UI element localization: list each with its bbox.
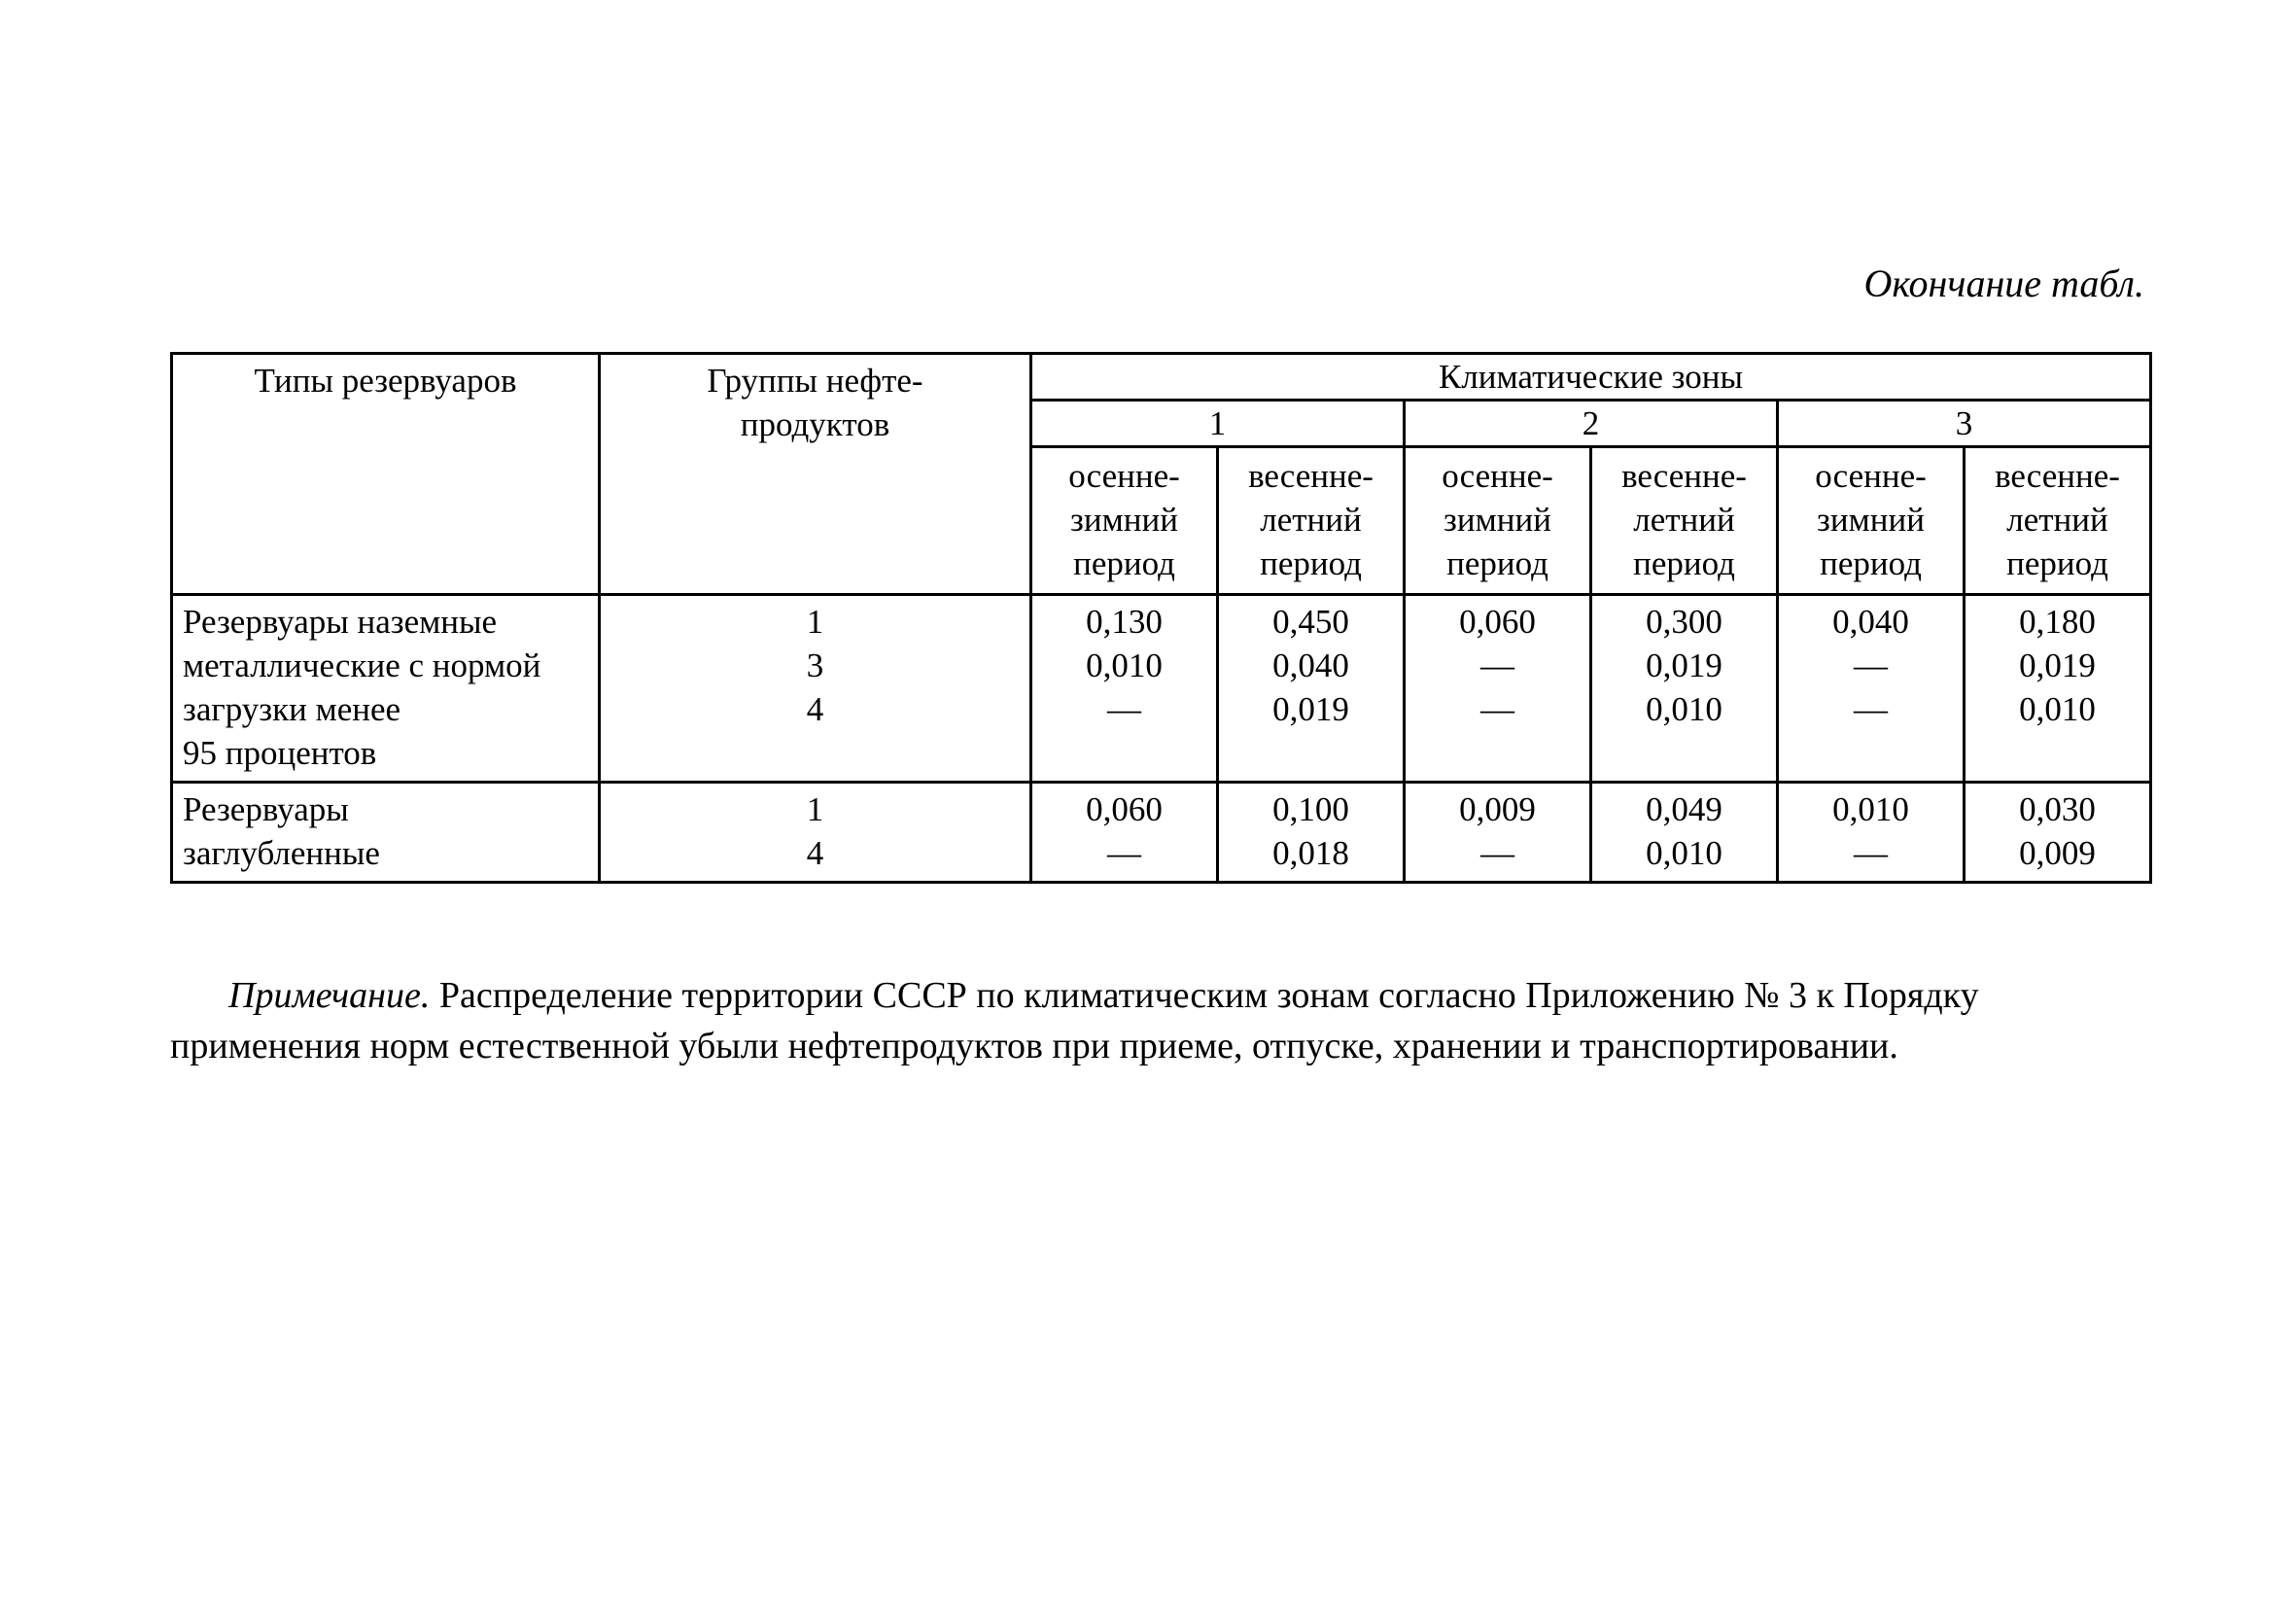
value-cell (1218, 595, 1405, 783)
norm-value: 0,040 (1832, 603, 1909, 641)
norm-value: 0,009 (1459, 790, 1536, 828)
norm-value: 0,060 (1459, 603, 1536, 641)
footnote-label: Примечание. (228, 975, 431, 1016)
norm-value: 0,040 (1272, 646, 1349, 684)
header-product-groups (600, 354, 1031, 595)
norm-value: — (1854, 834, 1888, 872)
tank-type-line: загрузки менее (183, 690, 401, 728)
tank-type-line: заглубленные (183, 834, 380, 872)
group-value: 3 (806, 646, 824, 684)
tank-type-line: 95 процентов (183, 734, 377, 772)
group-value: 1 (806, 603, 824, 641)
norm-value: 0,010 (2019, 690, 2096, 728)
tank-type-line: металлические с нормой (183, 646, 541, 684)
norm-value: 0,010 (1646, 834, 1722, 872)
group-value: 1 (806, 790, 824, 828)
group-value: 4 (806, 834, 824, 872)
norm-value: 0,030 (2019, 790, 2096, 828)
norm-value: 0,060 (1086, 790, 1163, 828)
norm-value: 0,019 (1646, 646, 1722, 684)
value-cell (1405, 783, 1591, 883)
period-line: период (1260, 544, 1362, 582)
norm-value: — (1480, 834, 1514, 872)
value-cell (1218, 783, 1405, 883)
value-cell (1031, 595, 1218, 783)
header-zone-3: 3 (1778, 401, 2151, 447)
header-period-autumn-winter (1778, 447, 1965, 595)
period-line: весенне- (1248, 457, 1374, 495)
tank-type-line: Резервуары (183, 790, 349, 828)
period-line: летний (2006, 501, 2108, 539)
value-cell (1778, 595, 1965, 783)
header-zone-1: 1 (1031, 401, 1405, 447)
header-zone-2: 2 (1405, 401, 1778, 447)
period-line: осенне- (1815, 457, 1927, 495)
norm-value: 0,010 (1086, 646, 1163, 684)
header-climatic-zones: Климатические зоны (1031, 354, 2151, 401)
norm-value: — (1107, 690, 1141, 728)
value-cell (1778, 783, 1965, 883)
header-product-groups-line: продуктов (740, 405, 890, 443)
norm-value: — (1854, 646, 1888, 684)
norm-value: 0,010 (1832, 790, 1909, 828)
table-footnote (170, 970, 2149, 1071)
norm-value: — (1480, 646, 1514, 684)
norm-value: 0,180 (2019, 603, 2096, 641)
header-period-autumn-winter (1031, 447, 1218, 595)
value-cell (1591, 783, 1778, 883)
product-group-cell (600, 783, 1031, 883)
period-line: весенне- (1621, 457, 1747, 495)
value-cell (1591, 595, 1778, 783)
period-line: весенне- (1995, 457, 2120, 495)
header-product-groups-line: Группы нефте- (707, 362, 923, 400)
period-line: осенне- (1442, 457, 1553, 495)
norm-value: 0,450 (1272, 603, 1349, 641)
period-line: период (1446, 544, 1548, 582)
header-period-autumn-winter (1405, 447, 1591, 595)
period-line: зимний (1070, 501, 1178, 539)
table-row (172, 783, 2151, 883)
group-value: 4 (806, 690, 824, 728)
header-period-spring-summer (1965, 447, 2151, 595)
period-line: период (1820, 544, 1922, 582)
period-line: зимний (1444, 501, 1551, 539)
value-cell (1031, 783, 1218, 883)
header-period-spring-summer (1591, 447, 1778, 595)
period-line: зимний (1817, 501, 1925, 539)
value-cell (1965, 595, 2151, 783)
norm-value: 0,009 (2019, 834, 2096, 872)
norm-value: 0,010 (1646, 690, 1722, 728)
norm-value: 0,049 (1646, 790, 1722, 828)
period-line: летний (1260, 501, 1362, 539)
header-period-spring-summer (1218, 447, 1405, 595)
norm-value: — (1107, 834, 1141, 872)
norm-value: 0,019 (1272, 690, 1349, 728)
table-continuation-caption: Окончание табл. (1863, 262, 2144, 305)
product-group-cell (600, 595, 1031, 783)
value-cell (1405, 595, 1591, 783)
norm-value: 0,019 (2019, 646, 2096, 684)
period-line: период (2006, 544, 2108, 582)
header-tank-types: Типы резервуаров (172, 354, 600, 595)
losses-norms-table (170, 352, 2152, 884)
norm-value: — (1854, 690, 1888, 728)
value-cell (1965, 783, 2151, 883)
tank-type-cell (172, 595, 600, 783)
norm-value: 0,130 (1086, 603, 1163, 641)
tank-type-line: Резервуары наземные (183, 603, 498, 641)
footnote-text: Распределение территории СССР по климатическим зонам согласно Приложению № 3 к Порядку применения норм естественной убыли нефтепродуктов при приеме, отпуске, хранении и транспортировании. (170, 975, 1979, 1066)
norm-value: 0,100 (1272, 790, 1349, 828)
period-line: осенне- (1068, 457, 1180, 495)
header-row-zones (172, 354, 2151, 401)
norm-value: 0,300 (1646, 603, 1722, 641)
period-line: период (1073, 544, 1175, 582)
period-line: летний (1633, 501, 1735, 539)
table-row (172, 595, 2151, 783)
tank-type-cell (172, 783, 600, 883)
norm-value: — (1480, 690, 1514, 728)
norm-value: 0,018 (1272, 834, 1349, 872)
period-line: период (1633, 544, 1735, 582)
